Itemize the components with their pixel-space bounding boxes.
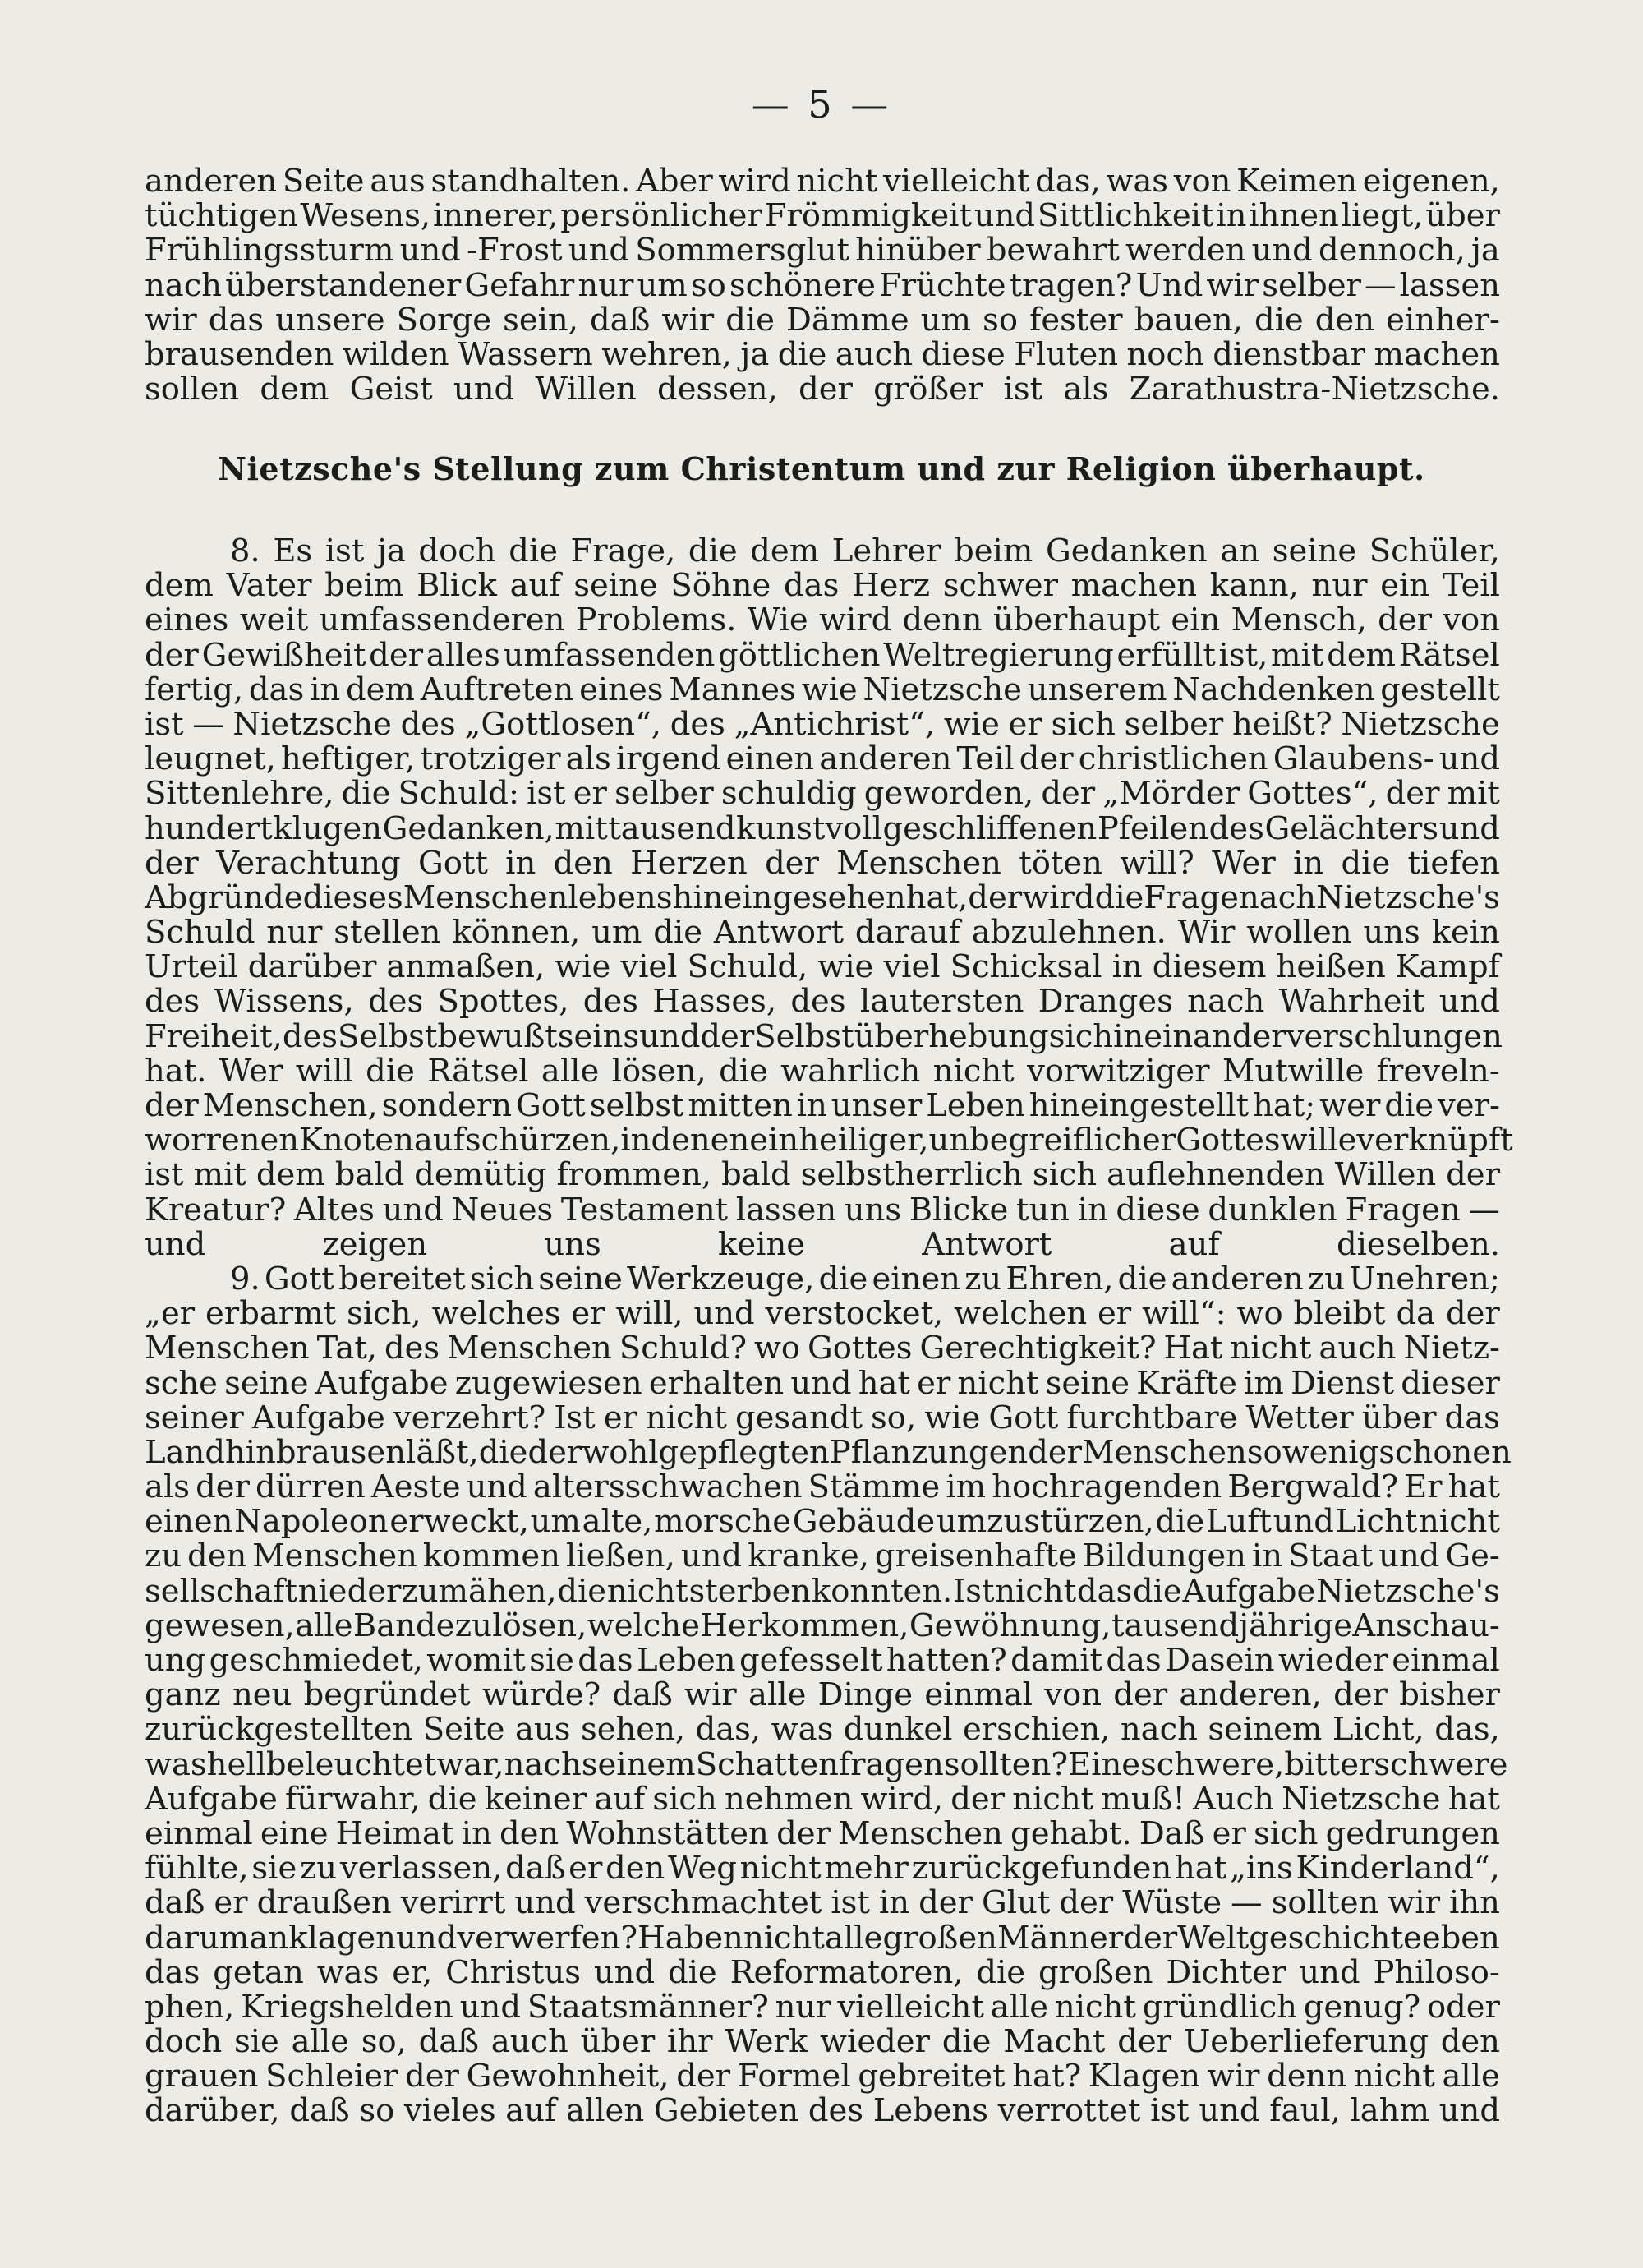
- text-line: der Verachtung Gott in den Herzen der Menschen töten will? Wer in die tiefen: [145, 844, 1500, 882]
- text-line: Aufgabe fürwahr, die keiner auf sich nehmen wird, der nicht muß! Auch Nietzsche hat: [145, 1780, 1500, 1818]
- text-line: einmal eine Heimat in den Wohnstätten der Menschen gehabt. Daß er sich gedrungen: [145, 1814, 1500, 1852]
- text-line: leugnet, heftiger, trotziger als irgend einen anderen Teil der christlichen Glaubens- und: [145, 740, 1500, 778]
- text-line: fühlte, sie zu verlassen, daß er den Weg nicht mehr zurückgefunden hat „ins Kinderland“,: [145, 1850, 1500, 1888]
- text-line: gewesen, alle Bande zu lösen, welche Herkommen, Gewöhnung, tausendjährige Anschau-: [145, 1606, 1500, 1644]
- text-line: Menschen Tat, des Menschen Schuld? wo Gottes Gerechtigkeit? Hat nicht auch Nietz-: [145, 1330, 1500, 1367]
- text-line: Abgründe dieses Menschenlebens hineingesehen hat, der wird die Frage nach Nietzsche's: [145, 878, 1500, 916]
- text-line: Frühlingssturm und -Frost und Sommersglut hinüber bewahrt werden und dennoch, ja: [145, 232, 1500, 270]
- text-line: eines weit umfassenderen Problems. Wie wird denn überhaupt ein Mensch, der von: [145, 602, 1500, 639]
- text-line: brausenden wilden Wassern wehren, ja die auch diese Fluten noch dienstbar machen: [145, 335, 1500, 373]
- text-line: Land hinbrausen läßt, die der wohlgepflegten Pflanzungen der Menschen so wenig schonen: [145, 1433, 1512, 1471]
- text-line: Freiheit, des Selbstbewußtseins und der Selbstüberhebung sich in einander verschlungen: [145, 1017, 1503, 1055]
- text-line: ganz neu begründet würde? daß wir alle Dinge einmal von der anderen, der bisher: [145, 1676, 1500, 1714]
- section-body: [145, 532, 1513, 2130]
- text-line: ist mit dem bald demütig frommen, bald selbstherrlich sich auflehnenden Willen der: [145, 1156, 1500, 1194]
- text-line: daß er draußen verirrt und verschmachtet ist in der Glut der Wüste — sollten wir ihn: [145, 1884, 1500, 1922]
- text-line: des Wissens, des Spottes, des Hasses, des lautersten Dranges nach Wahrheit und: [145, 983, 1500, 1021]
- text-line: zu den Menschen kommen ließen, und kranke, greisenhafte Bildungen in Staat und Ge-: [145, 1537, 1500, 1575]
- text-line: „er erbarmt sich, welches er will, und verstocket, welchen er will“: wo bleibt da der: [145, 1295, 1500, 1333]
- text-line: einen Napoleon erweckt, um alte, morsche Gebäude umzustürzen, die Luft und Licht nicht: [145, 1503, 1500, 1541]
- text-line: Schuld nur stellen können, um die Antwort darauf abzulehnen. Wir wollen uns kein: [145, 914, 1500, 952]
- section-heading: Nietzsche's Stellung zum Christentum und zur Religion überhaupt.: [218, 450, 1425, 487]
- text-line: darum anklagen und verwerfen? Haben nicht alle großen Männer der Weltgeschichte eben: [145, 1919, 1500, 1957]
- text-line: Urteil darüber anmaßen, wie viel Schuld, wie viel Schicksal in diesem heißen Kampf: [145, 948, 1500, 986]
- text-line: das getan was er, Christus und die Reformatoren, die großen Dichter und Philoso-: [145, 1953, 1500, 1991]
- text-line: hundert klugen Gedanken, mit tausend kunstvoll geschliffenen Pfeilen des Gelächters und: [145, 809, 1500, 847]
- text-line: grauen Schleier der Gewohnheit, der Formel gebreitet hat? Klagen wir denn nicht alle: [145, 2058, 1500, 2095]
- intro-paragraph: [145, 164, 1500, 407]
- text-line: darüber, daß so vieles auf allen Gebieten des Lebens verrottet ist und faul, lahm und: [145, 2092, 1500, 2130]
- text-line: fertig, das in dem Auftreten eines Mannes wie Nietzsche unserem Nachdenken gestellt: [145, 671, 1500, 708]
- text-line: als der dürren Aeste und altersschwachen Stämme im hochragenden Bergwald? Er hat: [145, 1468, 1500, 1506]
- page-number: — 5 —: [751, 82, 892, 127]
- text-line: und zeigen uns keine Antwort auf dieselben.: [145, 1225, 1500, 1263]
- text-line: phen, Kriegshelden und Staatsmänner? nur vielleicht alle nicht gründlich genug? oder: [145, 1988, 1500, 2026]
- text-line: ung geschmiedet, womit sie das Leben gefesselt hatten? damit das Dasein wieder einmal: [145, 1642, 1500, 1679]
- text-line: ist — Nietzsche des „Gottlosen“, des „Antichrist“, wie er sich selber heißt? Nietzsche: [145, 705, 1500, 743]
- text-line: sche seine Aufgabe zugewiesen erhalten und hat er nicht seine Kräfte im Dienst dieser: [145, 1364, 1500, 1402]
- text-line: anderen Seite aus standhalten. Aber wird nicht vielleicht das, was von Keimen eigenen,: [145, 163, 1500, 200]
- text-line: hat. Wer will die Rätsel alle lösen, die wahrlich nicht vorwitziger Mutwille freveln-: [145, 1052, 1500, 1090]
- text-line: 8. Es ist ja doch die Frage, die dem Lehrer beim Gedanken an seine Schüler,: [230, 532, 1500, 569]
- text-line: der Menschen, sondern Gott selbst mitten in unser Leben hineingestellt hat; wer die ver-: [145, 1087, 1500, 1124]
- text-line: sollen dem Geist und Willen dessen, der größer ist als Zarathustra-Nietzsche.: [145, 371, 1500, 408]
- text-line: seiner Aufgabe verzehrt? Ist er nicht gesandt so, wie Gott furchtbare Wetter über das: [145, 1399, 1500, 1436]
- text-line: der Gewißheit der alles umfassenden göttlichen Weltregierung erfüllt ist, mit dem Rätsel: [145, 636, 1500, 674]
- text-line: tüchtigen Wesens, innerer, persönlicher Frömmigkeit und Sittlichkeit in ihnen liegt, über: [145, 197, 1500, 235]
- text-line: 9. Gott bereitet sich seine Werkzeuge, die einen zu Ehren, die anderen zu Unehren;: [230, 1260, 1500, 1298]
- text-line: Sittenlehre, die Schuld: ist er selber schuldig geworden, der „Mörder Gottes“, der mit: [145, 775, 1500, 813]
- text-line: was hell beleuchtet war, nach seinem Schatten fragen sollten? Eine schwere, bitter schwere: [145, 1745, 1508, 1783]
- text-line: dem Vater beim Blick auf seine Söhne das Herz schwer machen kann, nur ein Teil: [145, 567, 1500, 605]
- text-line: wir das unsere Sorge sein, daß wir die Dämme um so fester bauen, die den einher-: [145, 301, 1500, 339]
- text-line: Kreatur? Altes und Neues Testament lassen uns Blicke tun in diese dunklen Fragen —: [145, 1191, 1500, 1228]
- text-line: nach überstandener Gefahr nur um so schönere Früchte tragen? Und wir selber — lassen: [145, 266, 1500, 304]
- text-line: zurückgestellten Seite aus sehen, das, was dunkel erschien, nach seinem Licht, das,: [145, 1711, 1500, 1749]
- text-line: doch sie alle so, daß auch über ihr Werk wieder die Macht der Ueberlieferung den: [145, 2023, 1500, 2061]
- text-line: sellschaft niederzumähen, die nicht sterben konnten. Ist nicht das die Aufgabe Nietzsche's: [145, 1572, 1500, 1610]
- text-line: worrenen Knoten aufschürzen, in denen ein heiliger, unbegreiflicher Gotteswille verknüpft: [145, 1122, 1513, 1159]
